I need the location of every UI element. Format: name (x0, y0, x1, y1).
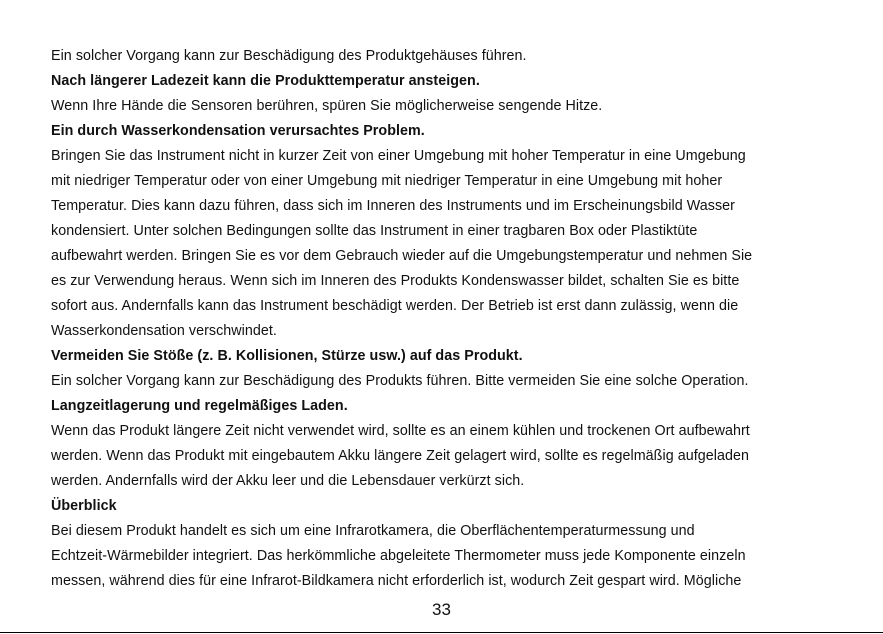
body-line-6: mit niedriger Temperatur oder von einer Umgebung mit niedriger Temperatur in eine Umgebung mit hoher (51, 173, 723, 189)
body-line-7: Temperatur. Dies kann dazu führen, dass sich im Inneren des Instruments und im Erscheinungsbild Wasser (51, 198, 735, 214)
heading-overview: Überblick (51, 498, 117, 514)
body-line-11: sofort aus. Andernfalls kann das Instrument beschädigt werden. Der Betrieb ist erst dann zulässig, wenn die (51, 298, 739, 314)
page-number: 33 (432, 600, 451, 619)
body-line-16: Wenn das Produkt längere Zeit nicht verwendet wird, sollte es an einem kühlen und trockenen Ort aufbewahrt (51, 423, 750, 439)
body-line-12: Wasserkondensation verschwindet. (51, 323, 277, 339)
body-line-18: werden. Andernfalls wird der Akku leer und die Lebensdauer verkürzt sich. (51, 473, 525, 489)
body-line-17: werden. Wenn das Produkt mit eingebautem Akku längere Zeit gelagert wird, sollte es regelmäßig aufgeladen (51, 448, 749, 464)
heading-water-condensation: Ein durch Wasserkondensation verursachtes Problem. (51, 123, 425, 139)
body-line-14: Ein solcher Vorgang kann zur Beschädigung des Produkts führen. Bitte vermeiden Sie eine solche Operation. (51, 373, 749, 389)
heading-charging-temperature: Nach längerer Ladezeit kann die Produkttemperatur ansteigen. (51, 73, 480, 89)
heading-avoid-impacts: Vermeiden Sie Stöße (z. B. Kollisionen, Stürze usw.) auf das Produkt. (51, 348, 523, 364)
bottom-rule (0, 632, 883, 633)
body-line-1: Ein solcher Vorgang kann zur Beschädigung des Produktgehäuses führen. (51, 48, 527, 64)
body-line-8: kondensiert. Unter solchen Bedingungen sollte das Instrument in einer tragbaren Box oder Plastiktüte (51, 223, 698, 239)
body-line-5: Bringen Sie das Instrument nicht in kurzer Zeit von einer Umgebung mit hoher Temperatur in eine Umgebung (51, 148, 746, 164)
body-line-21: Echtzeit-Wärmebilder integriert. Das herkömmliche abgeleitete Thermometer muss jede Komponente einzeln (51, 548, 746, 564)
heading-long-term-storage: Langzeitlagerung und regelmäßiges Laden. (51, 398, 348, 414)
body-line-3: Wenn Ihre Hände die Sensoren berühren, spüren Sie möglicherweise sengende Hitze. (51, 98, 603, 114)
body-line-10: es zur Verwendung heraus. Wenn sich im Inneren des Produkts Kondenswasser bildet, schalten Sie es bitte (51, 273, 740, 289)
body-line-9: aufbewahrt werden. Bringen Sie es vor dem Gebrauch wieder auf die Umgebungstemperatur und nehmen Sie (51, 248, 753, 264)
body-line-22: messen, während dies für eine Infrarot-Bildkamera nicht erforderlich ist, wodurch Zeit gespart wird. Mögliche (51, 573, 742, 589)
body-line-20: Bei diesem Produkt handelt es sich um eine Infrarotkamera, die Oberflächentemperaturmessung und (51, 523, 695, 539)
